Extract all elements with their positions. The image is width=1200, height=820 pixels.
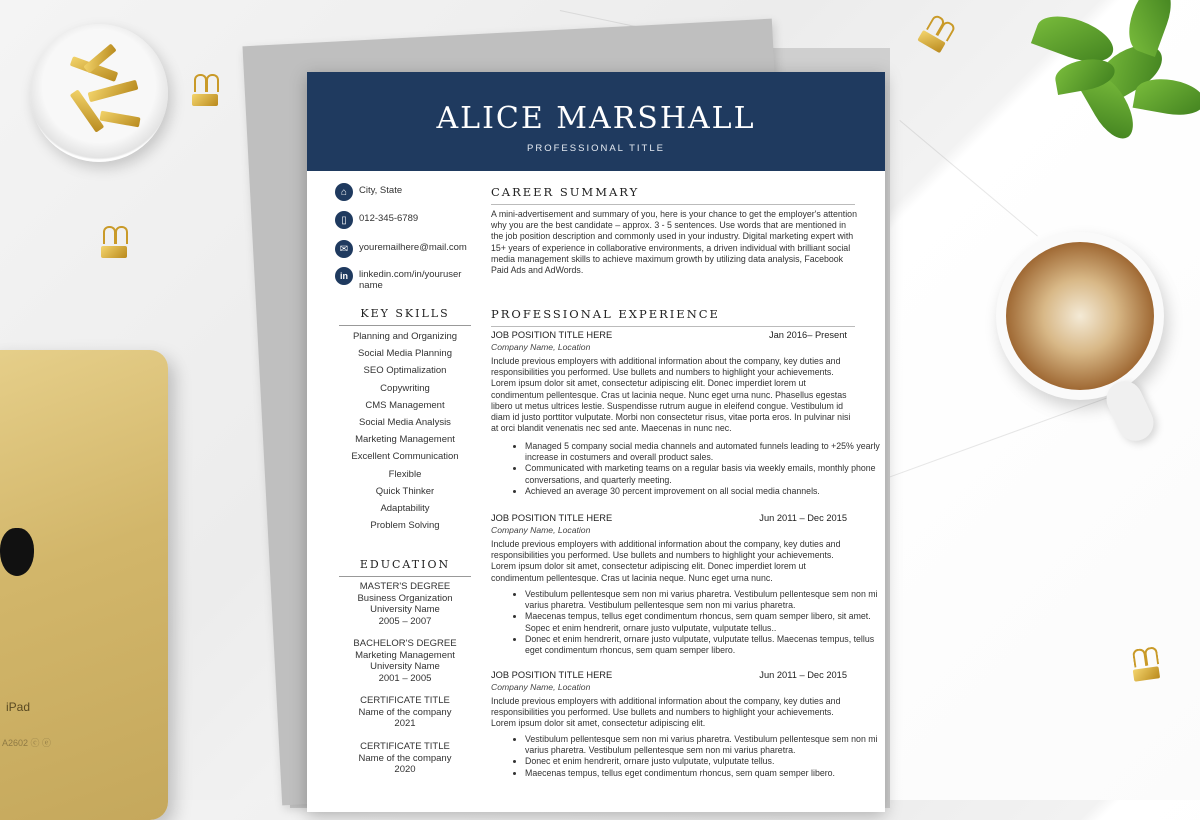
education-entry: CERTIFICATE TITLE Name of the company 2021	[358, 695, 452, 729]
paperclip	[88, 80, 139, 103]
skill-item: Copywriting	[380, 382, 430, 394]
list-item: • Achieved an average 30 percent improvement on all social media channels.	[525, 486, 891, 497]
skills-list	[339, 328, 471, 534]
tablet-label: iPad	[6, 700, 31, 714]
list-item: • Donec et enim hendrerit, ornare justo vulputate, vulputate tellus.	[525, 756, 891, 767]
skill-item: Adaptability	[380, 502, 430, 514]
job-description: Include previous employers with additional information about the company, key duties and responsibilities you performed. Use bullets and numbers to highlight your achievements. Lorem ipsum dolor sit amet, consectetur adipiscing elit. Donec imperdiet lorem ut condimentum pellentesque. Cras ut lacinia neque. Nunc eget urna nunc. Phasellus egestas libero ut metus ultrices lestie. Suspendisse rutrum augue in eleifend congue. Vestibulum id diam id justo porttitor vulputate. Morbi non consectetur risus, vitae porta eros. In pulvinar nisi at orci blandit venenatis nec sed ante. Maecenas in nunc nec.	[491, 356, 851, 434]
contact-item: ⌂ City, State	[335, 183, 469, 201]
email-icon: ✉	[335, 240, 353, 258]
binder-clip	[917, 25, 949, 54]
skill-item: Problem Solving	[370, 520, 440, 532]
contact-item: ▯ 012-345-6789	[335, 211, 469, 229]
skill-item: Social Media Planning	[357, 348, 452, 360]
tablet-subtext: A2602 ⓒ ⓔ	[2, 738, 52, 748]
contact-item: in linkedin.com/in/youruser name	[335, 267, 469, 291]
job-company: Company Name, Location	[491, 682, 591, 692]
skill-item: Flexible	[388, 468, 422, 480]
binder-clip	[1132, 660, 1160, 681]
job-dates: Jun 2011 – Dec 2015	[759, 513, 847, 523]
skill-item: Excellent Communication	[351, 451, 459, 463]
job-bullets	[491, 734, 891, 779]
job-title: JOB POSITION TITLE HERE	[491, 513, 613, 523]
left-column	[307, 171, 472, 812]
list-item: • Maecenas tempus, tellus eget condimentum rhoncus, sem quam semper libero.	[525, 768, 891, 779]
education-heading: EDUCATION	[339, 558, 471, 577]
list-item: • Communicated with marketing teams on a regular basis via weekly emails, monthly phone conversations, and quarterly meeting.	[525, 463, 891, 485]
job-header	[491, 670, 847, 680]
right-column	[491, 171, 880, 812]
linkedin-icon: in	[335, 267, 353, 285]
education-entry: CERTIFICATE TITLE Name of the company 2020	[358, 741, 452, 775]
phone-icon: ▯	[335, 211, 353, 229]
education-entry: BACHELOR'S DEGREE Marketing Management University Name 2001 – 2005	[353, 638, 457, 684]
job-dates: Jun 2011 – Dec 2015	[759, 670, 847, 680]
paperclip-bowl	[30, 24, 168, 162]
skill-item: CMS Management	[365, 399, 445, 411]
binder-clip	[192, 88, 218, 106]
skill-item: Social Media Analysis	[359, 416, 451, 428]
marble-vein	[880, 391, 1125, 481]
summary-heading: CAREER SUMMARY	[491, 185, 855, 205]
gold-tablet	[0, 350, 168, 820]
skill-item: Quick Thinker	[375, 485, 435, 497]
list-item: • Maecenas tempus, tellus eget condimentum rhoncus, sem quam semper libero, sit amet. Sopec et enim hendrerit, ornare justo vulputate, vulputate tellus..	[525, 611, 891, 633]
list-item: • Donec et enim hendrerit, ornare justo vulputate, vulputate tellus. Maecenas tempus, tellus eget condimentum rhoncus, sem quam semper libero.	[525, 634, 891, 656]
job-dates: Jan 2016– Present	[768, 330, 847, 340]
job-header	[491, 513, 847, 523]
list-item: • Managed 5 company social media channels and automated funnels leading to +25% yearly increase in costumers and overall product sales.	[525, 441, 891, 463]
experience-heading: PROFESSIONAL EXPERIENCE	[491, 307, 855, 327]
job-title: JOB POSITION TITLE HERE	[491, 670, 613, 680]
job-description: Include previous employers with additional information about the company, key duties and responsibilities you performed. Use bullets and numbers to highlight your achievements. Lorem ipsum dolor sit amet, consectetur adipiscing elit. Donec imperdiet lorem ut condimentum pellentesque. Cras ut lacinia neque. Nunc eget urna nunc.	[491, 539, 841, 583]
job-bullets	[491, 441, 891, 497]
list-item: • Vestibulum pellentesque sem non mi varius pharetra. Vestibulum pellentesque sem non mi varius pharetra. Vestibulum pellentesque sem non mi varius pharetra.	[525, 734, 891, 756]
resume-page	[307, 72, 885, 812]
succulent-plant	[1015, 0, 1200, 170]
binder-clip	[101, 240, 127, 258]
job-company: Company Name, Location	[491, 525, 591, 535]
apple-logo-icon	[0, 528, 34, 576]
contact-item: ✉ youremailhere@mail.com	[335, 240, 469, 258]
job-company: Company Name, Location	[491, 342, 591, 352]
latte-art	[1006, 242, 1154, 390]
skill-item: Marketing Management	[355, 434, 455, 446]
job-description: Include previous employers with additional information about the company, key duties and responsibilities you performed. Use bullets and numbers to highlight your achievements. Lorem ipsum dolor sit amet, consectetur adipiscing elit.	[491, 696, 841, 729]
list-item: • Vestibulum pellentesque sem non mi varius pharetra. Vestibulum pellentesque sem non mi varius pharetra. Vestibulum pellentesque sem non mi varius pharetra.	[525, 589, 891, 611]
skill-item: SEO Optimalization	[363, 365, 447, 377]
home-icon: ⌂	[335, 183, 353, 201]
paperclip	[99, 111, 140, 128]
skill-item: Planning and Organizing	[352, 331, 458, 342]
job-bullets	[491, 589, 891, 656]
candidate-name: ALICE MARSHALL	[436, 101, 756, 136]
education-entry: MASTER'S DEGREE Business Organization University Name 2005 – 2007	[357, 581, 453, 627]
summary-text: A mini-advertisement and summary of you, here is your chance to get the employer's attention why you are the best candidate – approx. 3 - 5 sentences. Use words that are mentioned in the job position description and commonly used in your industry. Digital marketing expert with 15+ years of experience in collaborative environments, a driven individual with brilliant social media management skills to achieve maximum growth by utilizing data analysis, Facebook Paid Ads and AdWords.	[491, 209, 857, 276]
resume-header	[307, 72, 885, 171]
professional-title: PROFESSIONAL TITLE	[527, 143, 665, 154]
job-title: JOB POSITION TITLE HERE	[491, 330, 613, 340]
job-header	[491, 330, 847, 340]
skills-heading: KEY SKILLS	[339, 307, 471, 326]
